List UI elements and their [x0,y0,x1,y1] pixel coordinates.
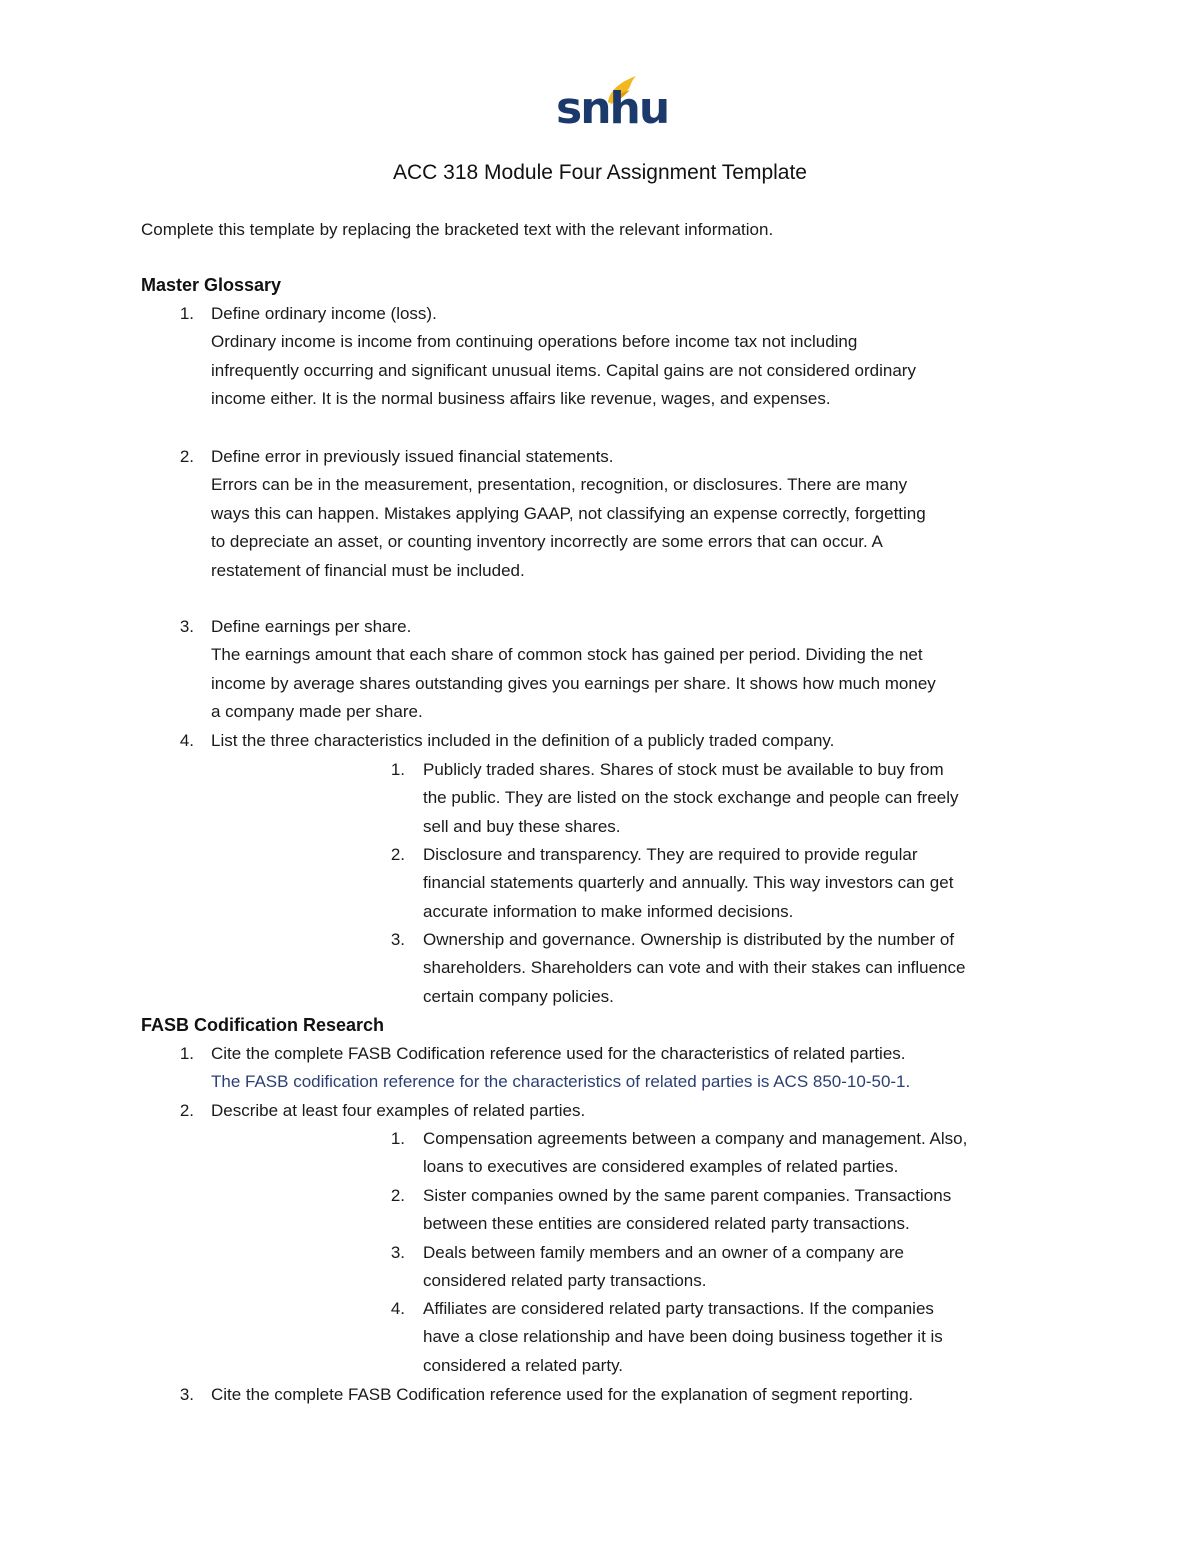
line: considered related party transactions. [423,1271,707,1291]
logo-text: snhu [556,83,669,134]
answer-line: restatement of financial must be included. [211,560,525,580]
line: Deals between family members and an owner of a company are [423,1243,904,1262]
line: have a close relationship and have been doing business together it is [423,1327,943,1347]
line: Disclosure and transparency. They are required to provide regular [423,845,918,864]
question: Define error in previously issued financial statements. [211,447,614,466]
subitem-number: 2. [390,1186,405,1205]
line: the public. They are listed on the stock exchange and people can freely [423,788,959,808]
subitem-number: 1. [390,760,405,779]
line: financial statements quarterly and annually. This way investors can get [423,873,954,893]
item-number: 2. [179,447,194,466]
item-number: 1. [179,304,194,323]
subitem-number: 1. [390,1129,405,1148]
characteristic-1 [423,756,959,841]
glossary-item-3 [211,613,936,727]
page-title: ACC 318 Module Four Assignment Template [393,161,807,184]
item-number: 3. [179,617,194,636]
line: Affiliates are considered related party transactions. If the companies [423,1299,934,1318]
answer-line: The FASB codification reference for the characteristics of related parties is ACS 850-10-50-1. [211,1072,911,1092]
line: sell and buy these shares. [423,816,621,836]
question: Describe at least four examples of related parties. [211,1101,586,1120]
line: accurate information to make informed decisions. [423,901,794,921]
item-number: 1. [179,1044,194,1063]
line: Sister companies owned by the same parent companies. Transactions [423,1186,952,1205]
section-heading-master-glossary: Master Glossary [141,275,282,295]
snhu-logo [552,72,669,134]
answer-line: to depreciate an asset, or counting inventory incorrectly are some errors that can occur. A [211,532,883,552]
fasb-item-3 [211,1381,913,1409]
characteristic-3 [423,926,965,1011]
related-party-example-3 [423,1239,904,1296]
item-number: 3. [179,1385,194,1404]
fasb-item-1 [211,1040,910,1097]
line: Ownership and governance. Ownership is distributed by the number of [423,930,955,949]
question: Define earnings per share. [211,617,412,636]
question: List the three characteristics included in the definition of a publicly traded company. [211,731,835,750]
section-heading-fasb-research: FASB Codification Research [141,1015,385,1035]
subitem-number: 3. [390,930,405,949]
instructions: Complete this template by replacing the bracketed text with the relevant information. [141,220,774,239]
glossary-item-4 [211,727,834,755]
answer-line: ways this can happen. Mistakes applying GAAP, not classifying an expense correctly, forgetting [211,503,926,523]
question: Cite the complete FASB Codification reference used for the explanation of segment reporting. [211,1385,914,1404]
answer-line: a company made per share. [211,702,423,722]
question: Cite the complete FASB Codification reference used for the characteristics of related parties. [211,1044,906,1063]
glossary-item-1 [211,300,916,414]
characteristic-2 [423,841,953,926]
line: Publicly traded shares. Shares of stock must be available to buy from [423,760,944,779]
line: between these entities are considered related party transactions. [423,1214,910,1234]
answer-line: income by average shares outstanding gives you earnings per share. It shows how much money [211,673,936,693]
line: certain company policies. [423,986,614,1006]
question: Define ordinary income (loss). [211,304,437,323]
item-number: 2. [179,1101,194,1120]
subitem-number: 4. [390,1299,405,1318]
answer-line: Ordinary income is income from continuing operations before income tax not including [211,332,858,352]
answer-line: income either. It is the normal business affairs like revenue, wages, and expenses. [211,389,831,409]
item-number: 4. [179,731,194,750]
answer-line: The earnings amount that each share of common stock has gained per period. Dividing the net [211,645,923,665]
related-party-example-4 [423,1295,943,1380]
related-party-example-1 [423,1125,967,1182]
subitem-number: 3. [390,1243,405,1262]
answer-line: Errors can be in the measurement, presentation, recognition, or disclosures. There are many [211,475,908,495]
related-party-example-2 [423,1182,951,1239]
subitem-number: 2. [390,845,405,864]
fasb-item-2 [211,1097,585,1125]
line: loans to executives are considered examples of related parties. [423,1157,899,1177]
line: Compensation agreements between a company and management. Also, [423,1129,968,1148]
line: shareholders. Shareholders can vote and with their stakes can influence [423,958,966,978]
answer-line: infrequently occurring and significant unusual items. Capital gains are not considered ordinary [211,360,916,380]
glossary-item-2 [211,443,926,585]
line: considered a related party. [423,1355,624,1375]
